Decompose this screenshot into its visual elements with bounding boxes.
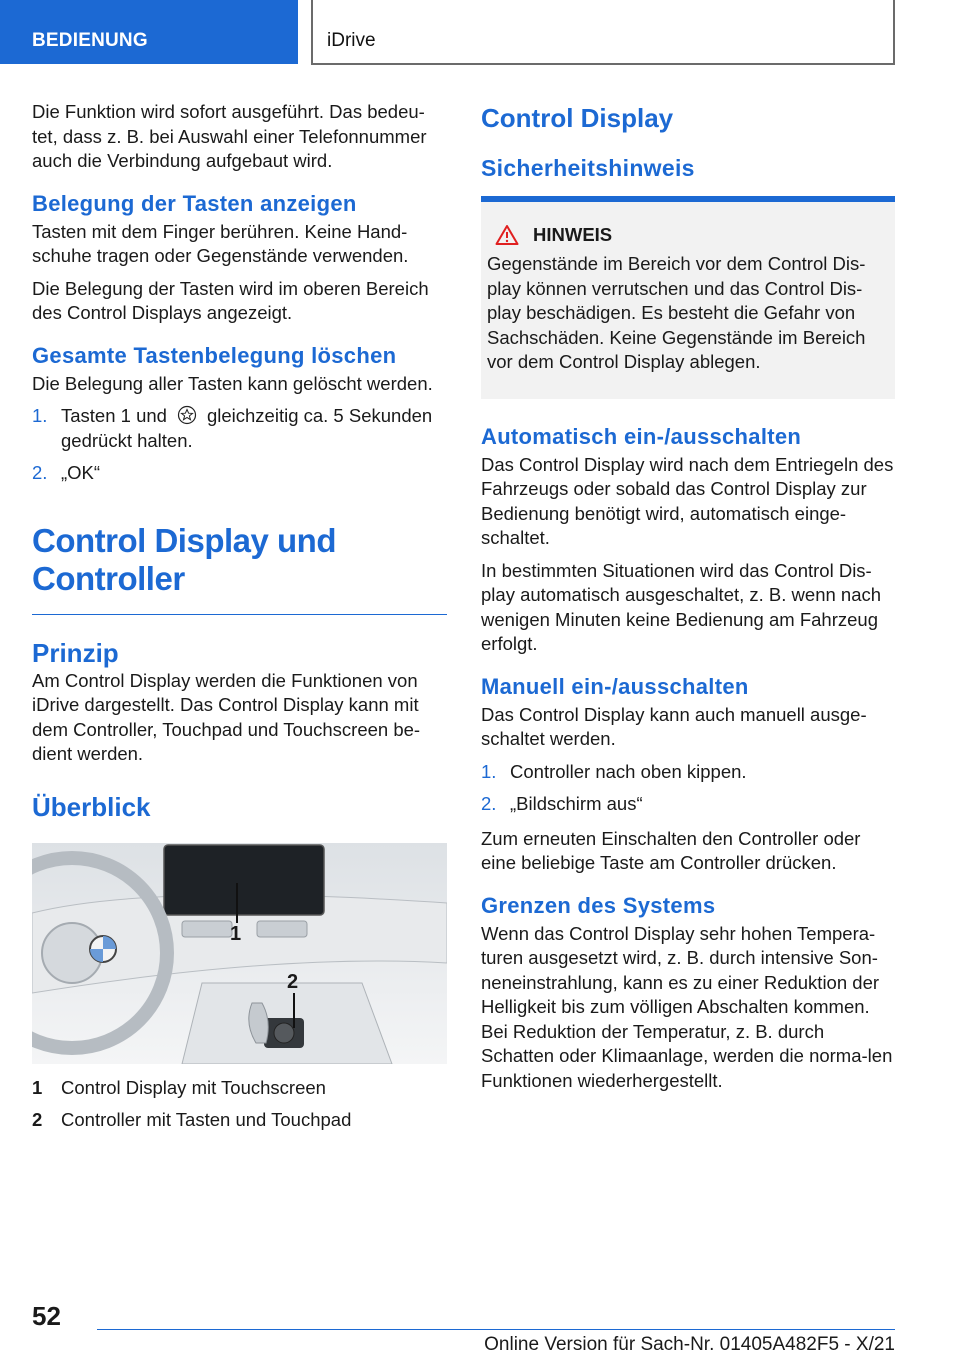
auto-heading: Automatisch ein-/ausschalten: [481, 423, 802, 449]
limits-heading: Grenzen des Systems: [481, 892, 716, 918]
belegung-paragraph-2: Die Belegung der Tasten wird im oberen Bereich des Control Displays angezeigt.: [32, 277, 429, 323]
auto-paragraph-1: Das Control Display wird nach dem Entriegeln des Fahrzeugs oder sobald das Control Display zur Bedienung benötigt wird, automatisch einge-schaltet.: [481, 453, 894, 548]
favorite-button-icon: [177, 405, 197, 425]
step-text-before: Tasten 1 und: [61, 405, 167, 426]
list-item: [32, 461, 447, 486]
legend-number: 1: [32, 1076, 43, 1098]
intro-paragraph: Die Funktion wird sofort ausgeführt. Das bedeu-tet, dass z. B. bei Auswahl einer Telefonnummer auch die Verbindung aufgebaut wird.: [32, 101, 427, 171]
step-text: Controller nach oben kippen.: [510, 760, 747, 782]
list-item: [481, 792, 895, 817]
footer-text: Online Version für Sach-Nr. 01405A482F5 - X/21: [484, 1334, 895, 1355]
limits-paragraph: Wenn das Control Display sehr hohen Tempera-turen ausgesetzt wird, z. B. durch intensive Son-neneinstrahlung, kann es zu einer Reduktion der Helligkeit bis zum völligen Abschalten kommen. Bei Reduktion der Temperatur, z. B. durch Schatten oder Klimaanlage, werden die norma-len Funktionen wiederhergestellt.: [481, 922, 893, 1091]
page-number: 52: [32, 1301, 61, 1331]
figure-label-1: 1: [230, 922, 242, 945]
loeschen-paragraph: Die Belegung aller Tasten kann gelöscht werden.: [32, 372, 433, 394]
loeschen-heading: Gesamte Tastenbelegung löschen: [32, 342, 397, 368]
footer-divider: [97, 1329, 895, 1330]
auto-paragraph-2: In bestimmten Situationen wird das Control Dis-play automatisch ausgeschaltet, z. B. wenn nach wenigen Minuten keine Bedienung am Fahrzeug erfolgt.: [481, 559, 882, 654]
step-text: „Bildschirm aus“: [510, 793, 643, 814]
cockpit-illustration: [32, 843, 447, 1064]
legend-row: [32, 1076, 447, 1101]
warning-triangle-icon: [495, 224, 519, 246]
notice-title: HINWEIS: [533, 224, 613, 245]
legend-row: [32, 1108, 447, 1133]
notice-text: Gegenstände im Bereich vor dem Control Dis-play können verrutschen und das Control Dis-play beschädigen. Es besteht die Gefahr von Sachschäden. Keine Gegenstände im Bereich vor dem Control Display ablegen.: [487, 253, 866, 372]
left-column: [32, 100, 447, 1141]
chapter-tab: iDrive: [311, 0, 895, 65]
step-text: „OK“: [61, 462, 101, 483]
figure-legend: [32, 1076, 447, 1133]
list-item: [481, 760, 895, 785]
list-item: [32, 404, 447, 453]
step-number: 1.: [481, 760, 497, 782]
prinzip-heading: Prinzip: [32, 637, 119, 668]
figure-label-2: 2: [287, 970, 299, 993]
ueberblick-heading: Überblick: [32, 791, 151, 822]
chapter-title-line-1: Control Display und: [32, 521, 336, 559]
belegung-paragraph-1: Tasten mit dem Finger berühren. Keine Hand-schuhe tragen oder Gegenstände verwenden.: [32, 220, 409, 266]
manual-heading: Manuell ein-/ausschalten: [481, 673, 749, 699]
notice-box: [481, 202, 895, 399]
manual-paragraph: Das Control Display kann auch manuell ausge-schaltet werden.: [481, 703, 867, 749]
legend-number: 2: [32, 1109, 43, 1130]
belegung-heading: Belegung der Tasten anzeigen: [32, 190, 357, 216]
step-number: 2.: [32, 462, 48, 483]
chapter-divider: [32, 614, 447, 615]
legend-text: Controller mit Tasten und Touchpad: [61, 1109, 352, 1130]
step-number: 2.: [481, 793, 497, 814]
safety-heading: Sicherheitshinweis: [481, 155, 695, 181]
manual-steps: [481, 760, 895, 817]
step-number: 1.: [32, 405, 48, 426]
notice-title-row: [487, 224, 889, 246]
right-column: [481, 100, 895, 1101]
chapter-title-line-2: Controller: [32, 559, 185, 597]
loeschen-steps: [32, 404, 447, 486]
control-display-heading: Control Display: [481, 103, 674, 133]
section-tab: BEDIENUNG: [0, 0, 298, 64]
legend-text: Control Display mit Touchscreen: [61, 1076, 326, 1098]
manual-paragraph-2: Zum erneuten Einschalten den Controller oder eine beliebige Taste am Controller drücken.: [481, 827, 861, 873]
step-text-after: gleichzeitig ca. 5 Sekunden gedrückt halten.: [61, 405, 433, 451]
prinzip-paragraph: Am Control Display werden die Funktionen von iDrive dargestellt. Das Control Display kann mit dem Controller, Touchpad und Touchscreen be-dient werden.: [32, 669, 421, 764]
